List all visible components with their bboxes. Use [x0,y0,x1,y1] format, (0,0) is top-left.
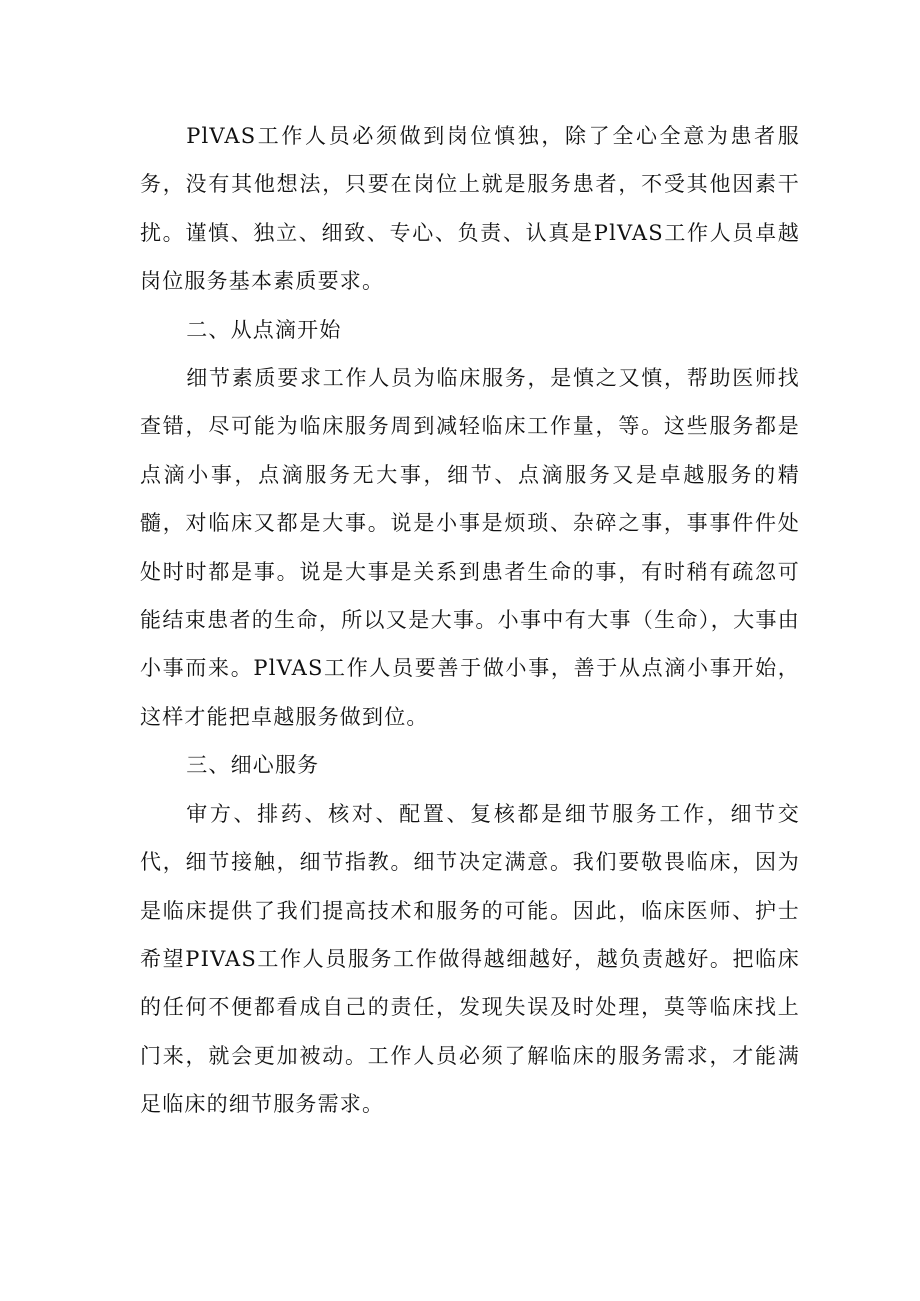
section-heading-careful-service: 三、细心服务 [186,753,320,778]
paragraph-details: 细节素质要求工作人员为临床服务，是慎之又慎，帮助医师找查错，尽可能为临床服务周到减轻临床工作量，等。这些服务都是点滴小事，点滴服务无大事，细节、点滴服务又是卓越服务的精髓，对临床又都是大事。说是小事是烦琐、杂碎之事，事事件件处处时时都是事。说是大事是关系到患者生命的事，有时稍有疏忽可能结束患者的生命，所以又是大事。小事中有大事（生命），大事由小事而来。PlVAS工作人员要善于做小事，善于从点滴小事开始，这样才能把卓越服务做到位。 [140,366,800,729]
paragraph-duty: PlVAS工作人员必须做到岗位慎独，除了全心全意为患者服务，没有其他想法，只要在岗位上就是服务患者，不受其他因素干扰。谨慎、独立、细致、专心、负责、认真是PlVAS工作人员卓越岗位服务基本素质要求。 [140,124,800,294]
paragraph-careful-service: 审方、排药、核对、配置、复核都是细节服务工作，细节交代，细节接触，细节指教。细节决定满意。我们要敬畏临床，因为是临床提供了我们提高技术和服务的可能。因此，临床医师、护士希望PIVAS工作人员服务工作做得越细越好，越负责越好。把临床的任何不便都看成自己的责任，发现失误及时处理，莫等临床找上门来，就会更加被动。工作人员必须了解临床的服务需求，才能满足临床的细节服务需求。 [140,801,800,1117]
section-heading-details: 二、从点滴开始 [186,317,342,342]
